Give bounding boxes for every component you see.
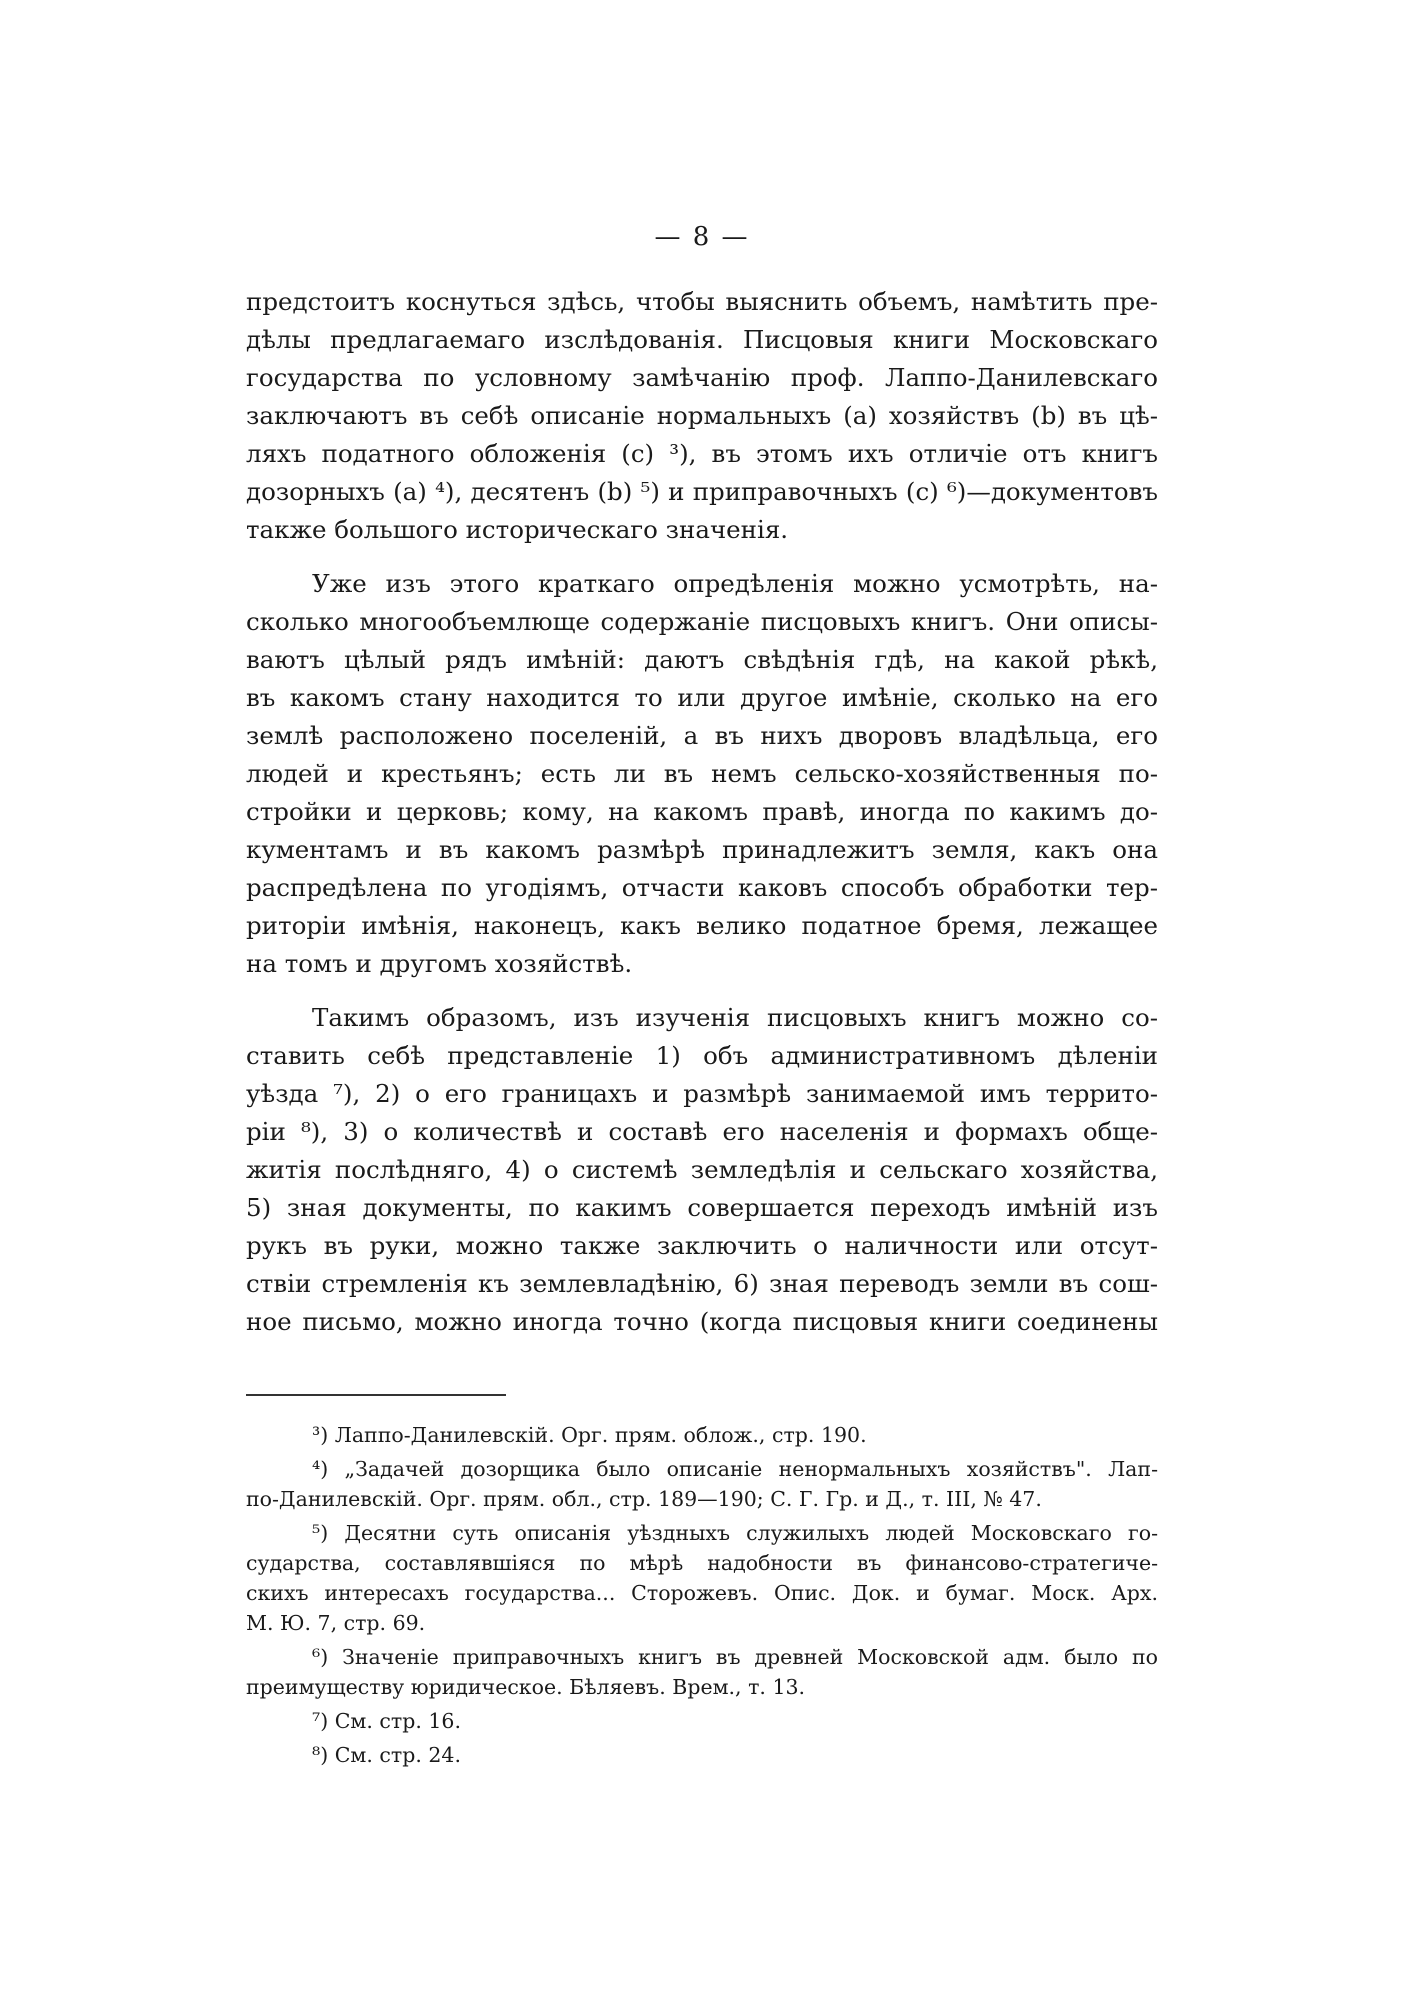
text-line: ное письмо, можно иногда точно (когда писцовыя книги соединены [246,1307,1158,1336]
text-line: Уже изъ этого краткаго опредѣленія можно усмотрѣть, на- [312,569,1158,598]
text-line: житія послѣдняго, 4) о системѣ земледѣлія и сельскаго хозяйства, [246,1155,1158,1184]
text-line: ріи ⁸), 3) о количествѣ и составѣ его населенія и формахъ обще- [246,1117,1158,1146]
text-line: ваютъ цѣлый рядъ имѣній: даютъ свѣдѣнія гдѣ, на какой рѣкѣ, [246,645,1158,674]
text-line: ствіи стремленія къ землевладѣнію, 6) зная переводъ земли въ сош- [246,1269,1158,1298]
text-line: дѣлы предлагаемаго изслѣдованія. Писцовыя книги Московскаго [246,325,1158,354]
text-line: на томъ и другомъ хозяйствѣ. [246,949,633,978]
text-line: рукъ въ руки, можно также заключить о наличности или отсут- [246,1231,1158,1260]
footnote-line: ⁴) „Задачей дозорщика было описаніе ненормальныхъ хозяйствъ". Лап- [312,1457,1158,1481]
text-line: ставить себѣ представленіе 1) объ административномъ дѣленіи [246,1041,1158,1070]
footnote-line: ³) Лаппо-Данилевскій. Орг. прям. облож., стр. 190. [312,1423,867,1447]
text-line: людей и крестьянъ; есть ли въ немъ сельско-хозяйственныя по- [246,759,1158,788]
footnote-4 [246,1454,1158,1514]
footnote-5 [246,1518,1158,1638]
footnote-line: преимуществу юридическое. Бѣляевъ. Врем., т. 13. [246,1675,806,1699]
footnote-line: ⁶) Значеніе приправочныхъ книгъ въ древней Московской адм. было по [312,1645,1158,1669]
footnote-divider [246,1394,506,1396]
footnote-line: ⁵) Десятни суть описанія уѣздныхъ служилыхъ людей Московскаго го- [312,1521,1158,1545]
footnote-7 [246,1706,1158,1736]
footnote-line: ⁷) См. стр. 16. [312,1709,461,1733]
footnote-line: сударства, составлявшіяся по мѣрѣ надобности въ финансово-стратегиче- [246,1551,1158,1575]
page-number: — 8 — [654,222,750,252]
text-line: кументамъ и въ какомъ размѣрѣ принадлежитъ земля, какъ она [246,835,1158,864]
text-line: дозорныхъ (а) ⁴), десятенъ (b) ⁵) и приправочныхъ (с) ⁶)—документовъ [246,477,1158,506]
paragraph-2 [246,565,1158,983]
text-line: землѣ расположено поселеній, а въ нихъ дворовъ владѣльца, его [246,721,1158,750]
footnote-line: по-Данилевскій. Орг. прям. обл., стр. 189—190; С. Г. Гр. и Д., т. III, № 47. [246,1487,1042,1511]
footnote-3 [246,1420,1158,1450]
footnote-line: скихъ интересахъ государства... Сторожевъ. Опис. Док. и бумаг. Моск. Арх. [246,1581,1158,1605]
footnote-line: ⁸) См. стр. 24. [312,1743,461,1767]
text-line: въ какомъ стану находится то или другое имѣніе, сколько на его [246,683,1158,712]
footnotes [246,1420,1158,1774]
footnote-8 [246,1740,1158,1770]
text-line: Такимъ образомъ, изъ изученія писцовыхъ книгъ можно со- [312,1003,1158,1032]
footnote-line: М. Ю. 7, стр. 69. [246,1611,426,1635]
text-line: ляхъ податного обложенія (с) ³), въ этомъ ихъ отличіе отъ книгъ [246,439,1158,468]
paragraph-3 [246,999,1158,1341]
footnote-6 [246,1642,1158,1702]
text-line: заключаютъ въ себѣ описаніе нормальныхъ (а) хозяйствъ (b) въ цѣ- [246,401,1158,430]
text-line: риторіи имѣнія, наконецъ, какъ велико податное бремя, лежащее [246,911,1158,940]
text-line: предстоитъ коснуться здѣсь, чтобы выяснить объемъ, намѣтить пре- [246,287,1158,316]
text-line: также большого историческаго значенія. [246,515,789,544]
text-line: сколько многообъемлюще содержаніе писцовыхъ книгъ. Они описы- [246,607,1158,636]
paragraph-1 [246,283,1158,549]
text-line: 5) зная документы, по какимъ совершается переходъ имѣній изъ [246,1193,1158,1222]
text-line: государства по условному замѣчанію проф. Лаппо-Данилевскаго [246,363,1158,392]
text-line: стройки и церковь; кому, на какомъ правѣ, иногда по какимъ до- [246,797,1158,826]
body-text [246,283,1158,1357]
text-line: распредѣлена по угодіямъ, отчасти каковъ способъ обработки тер- [246,873,1158,902]
text-line: уѣзда ⁷), 2) о его границахъ и размѣрѣ занимаемой имъ террито- [246,1079,1158,1108]
